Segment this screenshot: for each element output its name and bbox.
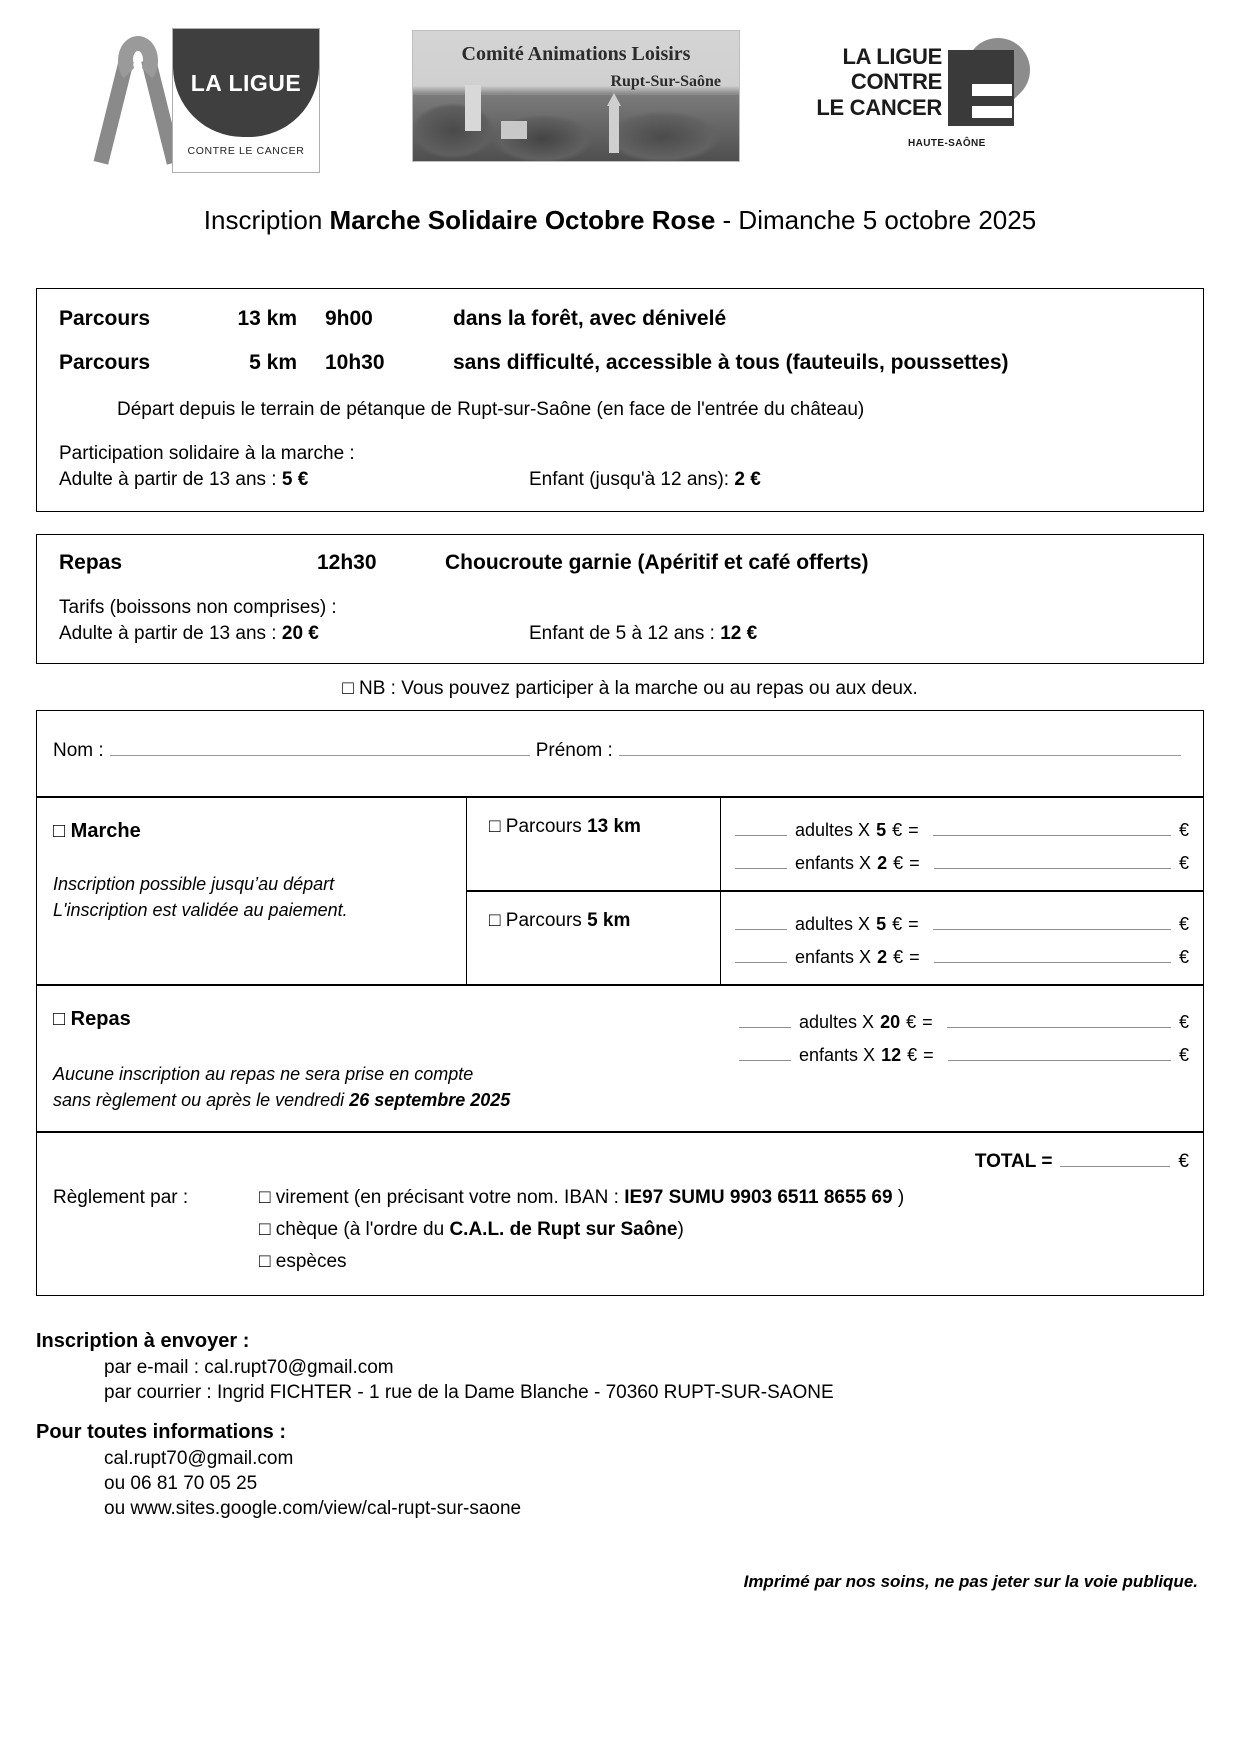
info-boxes: [36, 288, 1204, 664]
especes-checkbox-icon[interactable]: □: [259, 1251, 271, 1273]
parcours-row: [59, 307, 1181, 331]
parcours-5km-distance: 5 km: [587, 910, 631, 931]
calc-total-currency: €: [1178, 947, 1189, 967]
info-line-email: cal.rupt70@gmail.com: [104, 1448, 294, 1470]
calc-unit-price: 5: [876, 914, 887, 934]
participation-label: Participation solidaire à la marche :: [59, 443, 355, 464]
info-line-phone: ou 06 81 70 05 25: [104, 1473, 258, 1495]
calc-who-label: adultes X: [795, 820, 871, 840]
ligue-hs-department: HAUTE-SAÔNE: [908, 138, 986, 149]
cheque-checkbox-icon[interactable]: □: [259, 1219, 271, 1241]
calc-line: [735, 820, 1189, 841]
logo-ligue-contre-le-cancer: [110, 28, 320, 173]
calc-equals: =: [908, 820, 919, 840]
payment-block: [37, 1179, 1203, 1295]
parcours-description: sans difficulté, accessible à tous (fauteuils, poussettes): [453, 351, 1009, 374]
calc-currency: €: [907, 1045, 918, 1065]
marche-checkbox-icon[interactable]: □: [53, 820, 66, 842]
calc-line: [735, 914, 1189, 935]
calc-unit-price: 20: [880, 1012, 901, 1032]
especes-text: espèces: [270, 1251, 347, 1273]
calc-who-label: enfants X: [799, 1045, 876, 1065]
calc-who-label: enfants X: [795, 853, 872, 873]
repas-time: 12h30: [317, 551, 377, 574]
marche-note-line2: L'inscription est validée au paiement.: [53, 900, 348, 921]
calc-total-currency: €: [1178, 820, 1189, 840]
parcours-distance: 13 km: [237, 307, 297, 330]
calc-who-label: adultes X: [795, 914, 871, 934]
repas-child-fee-value: 12 €: [720, 623, 758, 644]
repas-note: [53, 1061, 709, 1113]
calc-currency: €: [892, 914, 903, 934]
quantity-input[interactable]: [735, 821, 787, 836]
calc-line: [739, 1045, 1189, 1066]
calc-total-currency: €: [1178, 1045, 1189, 1065]
quantity-input[interactable]: [739, 1013, 791, 1028]
repas-description: Choucroute garnie (Apéritif et café offerts): [445, 551, 869, 574]
marche-section: [37, 798, 1203, 986]
total-currency: €: [1178, 1151, 1189, 1173]
contact-footer: [36, 1330, 1204, 1592]
repas-info-box: [36, 534, 1204, 664]
virement-text-prefix: virement (en précisant votre nom. IBAN :: [270, 1187, 625, 1209]
marche-section-right: [467, 798, 1203, 984]
ligue-hs-line2: CONTRE: [850, 69, 942, 95]
repas-section-left: [37, 986, 725, 1131]
quantity-input[interactable]: [739, 1046, 791, 1061]
title-bold: Marche Solidaire Octobre Rose: [329, 205, 716, 235]
virement-checkbox-icon[interactable]: □: [259, 1187, 271, 1209]
repas-checkbox-row[interactable]: [53, 1008, 709, 1031]
ligue-logo-text: LA LIGUE: [190, 69, 302, 96]
parcours-description: dans la forêt, avec dénivelé: [453, 307, 727, 330]
marche-title-label: Marche: [70, 820, 141, 842]
awareness-ribbon-icon: [110, 36, 166, 168]
cheque-payee: C.A.L. de Rupt sur Saône: [449, 1219, 678, 1241]
calc-line: [735, 853, 1189, 874]
parcours-5km-checkbox-row[interactable]: [467, 892, 721, 984]
calc-unit-price: 5: [876, 820, 887, 840]
parcours-13km-checkbox-icon[interactable]: □: [489, 816, 501, 837]
calc-total-currency: €: [1178, 853, 1189, 873]
quantity-input[interactable]: [735, 948, 787, 963]
payment-options: [259, 1187, 1187, 1273]
marche-adult-fee-value: 5 €: [281, 469, 309, 490]
amount-input[interactable]: [934, 948, 1171, 963]
quantity-input[interactable]: [735, 854, 787, 869]
repas-title-label: Repas: [70, 1008, 131, 1030]
marche-fees-row: [59, 469, 1181, 491]
prenom-input[interactable]: [619, 739, 1181, 756]
repas-adult-fee-value: 20 €: [281, 623, 319, 644]
repas-calc: [725, 986, 1203, 1131]
calc-unit-price: 2: [877, 853, 888, 873]
repas-checkbox-icon[interactable]: □: [53, 1008, 66, 1030]
quantity-input[interactable]: [735, 915, 787, 930]
parcours-distance: 5 km: [249, 351, 297, 374]
marche-adult-fee-label: Adulte à partir de 13 ans :: [59, 469, 282, 490]
repas-adult-fee-label: Adulte à partir de 13 ans :: [59, 623, 282, 644]
title-suffix: - Dimanche 5 octobre 2025: [715, 205, 1037, 235]
repas-child-fee: [529, 623, 757, 645]
amount-input[interactable]: [948, 1046, 1171, 1061]
calc-currency: €: [893, 853, 904, 873]
repas-tarifs-label: Tarifs (boissons non comprises) :: [59, 597, 337, 618]
parcours-5km-checkbox-icon[interactable]: □: [489, 910, 501, 931]
prenom-label: Prénom :: [535, 740, 613, 761]
parcours-13km-checkbox-row[interactable]: [467, 798, 721, 890]
amount-input[interactable]: [947, 1013, 1171, 1028]
castle-tower-shape: [465, 85, 481, 131]
calc-unit-price: 2: [877, 947, 888, 967]
marche-section-left: [37, 798, 467, 984]
parcours-13km-distance: 13 km: [587, 816, 641, 837]
total-input[interactable]: [1060, 1152, 1170, 1167]
repas-adult-fee: [59, 623, 529, 645]
nb-note: [0, 678, 1240, 700]
virement-text-suffix: ): [892, 1187, 905, 1209]
calc-total-currency: €: [1178, 1012, 1189, 1032]
marche-note-line1: Inscription possible jusqu’au départ: [53, 874, 335, 894]
info-heading: Pour toutes informations :: [36, 1421, 286, 1444]
parcours-time: 10h30: [325, 351, 385, 374]
cheque-text-suffix: ): [677, 1219, 684, 1241]
repas-fees-row: [59, 623, 1181, 645]
amount-input[interactable]: [933, 915, 1171, 930]
cal-logo-village-photo: [413, 95, 739, 161]
payment-option-virement[interactable]: [259, 1187, 1187, 1209]
marche-child-fee-label: Enfant (jusqu'à 12 ans):: [529, 469, 735, 490]
repas-note-line1: Aucune inscription au repas ne sera prise en compte: [53, 1064, 474, 1084]
iban-value: IE97 SUMU 9903 6511 8655 69: [624, 1187, 893, 1209]
calc-equals: =: [922, 1012, 933, 1032]
name-fields-row: [37, 711, 1203, 796]
calc-line: [739, 1012, 1189, 1033]
calc-equals: =: [909, 853, 920, 873]
calc-equals: =: [909, 947, 920, 967]
parcours-5km-calc: [721, 892, 1203, 984]
logo-banner: [0, 0, 1240, 175]
nb-checkbox-icon: □: [342, 678, 354, 699]
total-payment-section: [37, 1133, 1203, 1295]
parcours-13km-row: [467, 798, 1203, 892]
send-line-mail: par courrier : Ingrid FICHTER - 1 rue de la Dame Blanche - 70360 RUPT-SUR-SAONE: [104, 1382, 834, 1404]
nom-label: Nom :: [53, 740, 104, 761]
print-notice: Imprimé par nos soins, ne pas jeter sur la voie publique.: [743, 1572, 1198, 1592]
marche-checkbox-row[interactable]: [53, 820, 450, 843]
calc-currency: €: [892, 820, 903, 840]
marche-note: [53, 871, 450, 923]
parcours-info-box: [36, 288, 1204, 512]
calc-unit-price: 12: [881, 1045, 902, 1065]
amount-input[interactable]: [934, 854, 1171, 869]
house-shape: [501, 121, 527, 139]
parcours-13km-label: Parcours: [505, 816, 588, 837]
calc-currency: €: [906, 1012, 917, 1032]
ligue-logo-box: [172, 28, 320, 173]
payment-option-cheque[interactable]: [259, 1219, 1187, 1241]
parcours-time: 9h00: [325, 307, 373, 330]
parcours-label: Parcours: [59, 307, 151, 330]
ligue-logo-subtitle: CONTRE LE CANCER: [187, 145, 305, 157]
calc-equals: =: [908, 914, 919, 934]
title-prefix: Inscription: [203, 205, 330, 235]
repas-deadline-date: 26 septembre 2025: [349, 1090, 511, 1111]
logo-comite-animations-loisirs: [412, 30, 740, 162]
repas-header-row: [59, 551, 1181, 575]
repas-child-fee-label: Enfant de 5 à 12 ans :: [529, 623, 721, 644]
calc-who-label: adultes X: [799, 1012, 875, 1032]
calc-total-currency: €: [1178, 914, 1189, 934]
marche-adult-fee: [59, 469, 529, 491]
page-title: [0, 205, 1240, 236]
cal-logo-subtitle: Rupt-Sur-Saône: [610, 73, 721, 90]
depart-location-text: Départ depuis le terrain de pétanque de Rupt-sur-Saône (en face de l'entrée du château): [117, 399, 865, 420]
repas-note-line2-prefix: sans règlement ou après le vendredi: [53, 1090, 350, 1111]
payment-option-especes[interactable]: [259, 1251, 1187, 1273]
calc-currency: €: [893, 947, 904, 967]
info-line-website: ou www.sites.google.com/view/cal-rupt-sur-saone: [104, 1498, 522, 1520]
ligue-hs-text: [790, 44, 942, 120]
parcours-5km-row: [467, 892, 1203, 984]
parcours-label: Parcours: [59, 351, 151, 374]
calc-equals: =: [923, 1045, 934, 1065]
nb-text: NB : Vous pouvez participer à la marche ou au repas ou aux deux.: [353, 678, 918, 699]
send-line-email: par e-mail : cal.rupt70@gmail.com: [104, 1357, 394, 1379]
calc-line: [735, 947, 1189, 968]
identity-section: [37, 711, 1203, 798]
ligue-hs-line1: LA LIGUE: [842, 44, 942, 69]
parcours-13km-calc: [721, 798, 1203, 890]
marche-child-fee: [529, 469, 761, 491]
total-label: TOTAL =: [974, 1151, 1053, 1173]
calc-who-label: enfants X: [795, 947, 872, 967]
parcours-row: [59, 351, 1181, 375]
logo-ligue-haute-saone: [790, 34, 1030, 164]
marche-child-fee-value: 2 €: [734, 469, 761, 490]
emblem-square: [948, 50, 1014, 126]
amount-input[interactable]: [933, 821, 1171, 836]
repas-note-line2: [53, 1087, 709, 1113]
church-steeple-shape: [609, 105, 619, 153]
repas-label: Repas: [59, 551, 123, 574]
send-heading: Inscription à envoyer :: [36, 1330, 250, 1353]
cheque-text-prefix: chèque (à l'ordre du: [270, 1219, 450, 1241]
ligue-logo-shield: [173, 29, 319, 137]
total-row: [37, 1133, 1203, 1179]
ligue-hs-line3: LE CANCER: [816, 94, 942, 120]
nom-input[interactable]: [110, 739, 530, 756]
repas-form-section: [37, 986, 1203, 1133]
parcours-5km-label: Parcours: [505, 910, 588, 931]
cal-logo-title: Comité Animations Loisirs: [461, 43, 691, 65]
payment-label: Règlement par :: [53, 1187, 189, 1209]
ligue-hs-emblem-icon: [948, 34, 1030, 134]
registration-form: [36, 710, 1204, 1296]
